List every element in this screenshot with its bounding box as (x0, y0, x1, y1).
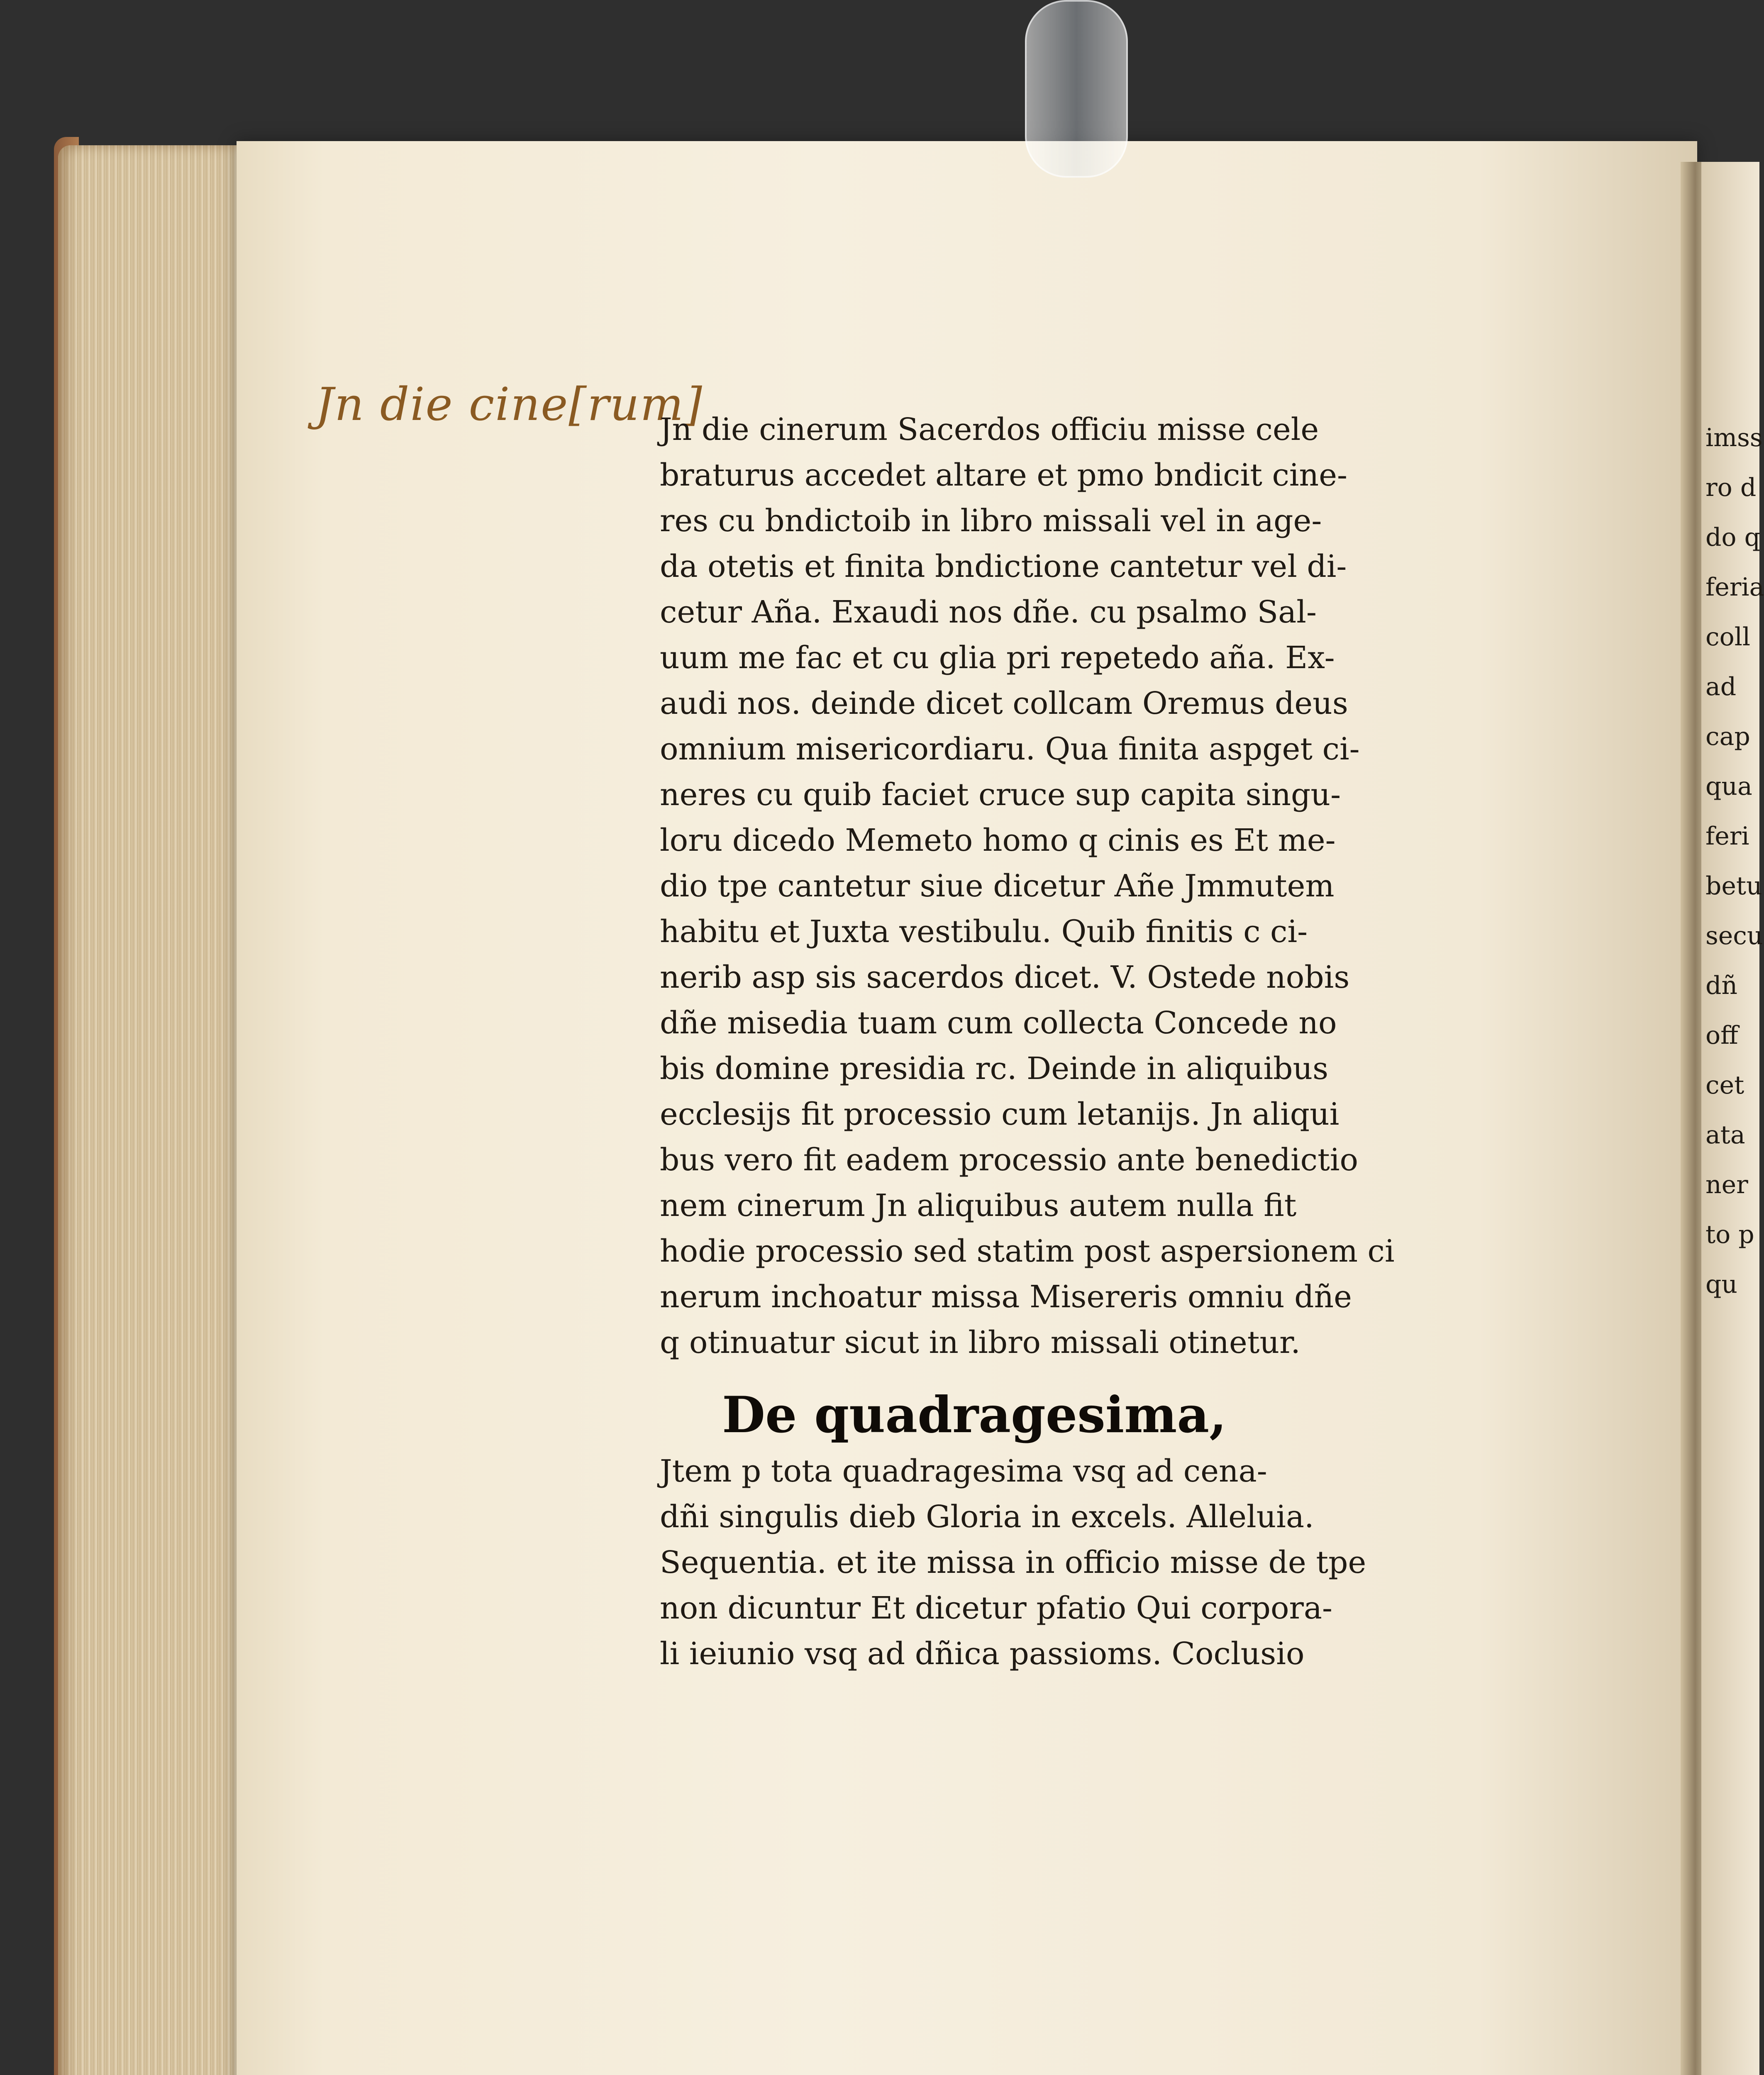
marginal-note: Jn die cine[rum] (315, 378, 703, 431)
right-page-fragment: coll (1705, 622, 1751, 652)
second-paragraph (660, 1448, 1473, 1677)
right-page-fragment: feri (1705, 822, 1749, 851)
right-page-fragment: secu (1705, 921, 1763, 950)
right-page-fragment: ata (1705, 1120, 1745, 1150)
text-line: loru dicedo Memeto homo q cinis es Et me- (660, 823, 1336, 858)
right-page-fragment: ro d (1705, 473, 1757, 502)
right-page-fragment: qua (1705, 772, 1752, 801)
text-line: habitu et Juxta vestibulu. Quib finitis c ci- (660, 914, 1308, 950)
text-line: dñe misedia tuam cum collecta Concede no (660, 1005, 1337, 1041)
text-line: Jtem p tota quadragesima vsq ad cena- (660, 1453, 1267, 1489)
text-line: li ieiunio vsq ad dñica passioms. Coclusio (660, 1636, 1305, 1672)
text-line: omnium misericordiaru. Qua finita aspget ci- (660, 731, 1360, 767)
right-page-fragment: do q (1705, 523, 1761, 552)
right-page-fragment: imss (1705, 423, 1763, 452)
text-line: ecclesijs fit processio cum letanijs. Jn aliqui (660, 1096, 1339, 1132)
text-line: audi nos. deinde dicet collcam Oremus deus (660, 686, 1348, 721)
text-line: dñi singulis dieb Gloria in excels. Alleluia. (660, 1499, 1314, 1535)
right-page-fragment: qu (1705, 1270, 1738, 1299)
text-line: Jn die cinerum Sacerdos officiu misse cele (660, 412, 1319, 447)
text-line: braturus accedet altare et pmo bndicit cine- (660, 457, 1348, 493)
body-paragraph (660, 407, 1473, 1365)
text-line: q otinuatur sicut in libro missali otinetur. (660, 1325, 1300, 1360)
right-page-fragment: betu (1705, 872, 1762, 901)
text-line: bus vero fit eadem processio ante benedictio (660, 1142, 1359, 1178)
right-page-fragment: ner (1705, 1170, 1748, 1199)
text-line: neres cu quib faciet cruce sup capita singu- (660, 777, 1341, 813)
right-page-fragment: ad (1705, 672, 1737, 701)
right-page-fragment: to p (1705, 1220, 1754, 1249)
text-line: nerum inchoatur missa Misereris omniu dñe (660, 1279, 1352, 1315)
text-line: non dicuntur Et dicetur pfatio Qui corpora- (660, 1590, 1332, 1626)
right-page-fragment: cet (1705, 1071, 1744, 1100)
section-heading: De quadragesima, (722, 1386, 1227, 1444)
right-page-fragment: cap (1705, 722, 1750, 751)
text-line: Sequentia. et ite missa in officio misse de tpe (660, 1545, 1366, 1580)
text-line: cetur Aña. Exaudi nos dñe. cu psalmo Sal- (660, 594, 1317, 630)
text-line: da otetis et finita bndictione cantetur vel di- (660, 549, 1347, 584)
right-page-fragment: off (1705, 1021, 1738, 1050)
right-page-fragment: dñ (1705, 971, 1738, 1000)
text-line: dio tpe cantetur siue dicetur Añe Jmmutem (660, 868, 1335, 904)
page-edges (58, 145, 257, 2075)
text-line: bis domine presidia rc. Deinde in aliquibus (660, 1051, 1329, 1086)
text-line: nem cinerum Jn aliquibus autem nulla fit (660, 1188, 1297, 1223)
page-clip-top (1025, 0, 1128, 178)
text-line: hodie processio sed statim post aspersionem ci (660, 1233, 1395, 1269)
text-line: nerib asp sis sacerdos dicet. V. Ostede nobis (660, 959, 1350, 995)
text-line: uum me fac et cu glia pri repetedo aña. Ex- (660, 640, 1335, 676)
main-text (660, 407, 1473, 1677)
right-page-fragment: feria (1705, 573, 1764, 602)
text-line: res cu bndictoib in libro missali vel in age- (660, 503, 1322, 539)
